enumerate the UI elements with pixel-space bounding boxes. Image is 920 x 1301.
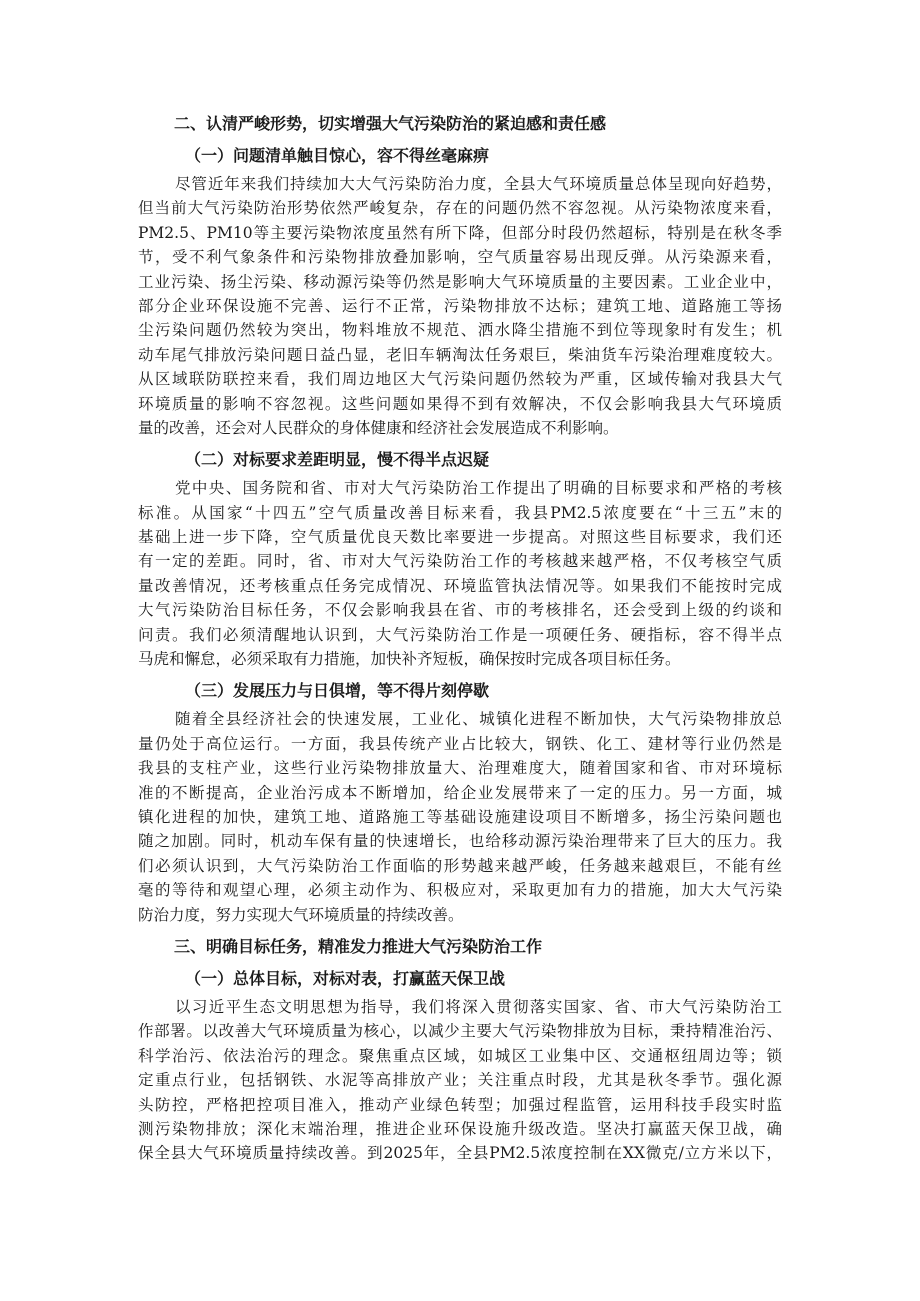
text-line: 动车尾气排放污染问题日益凸显，老旧车辆淘汰任务艰巨，柴油货车污染治理难度较大。	[138, 345, 782, 364]
subsection-heading-2-1: （一）问题清单触目惊心，容不得丝毫麻痹	[185, 146, 490, 165]
section-heading-2: 二、认清严峻形势，切实增强大气污染防治的紧迫感和责任感	[174, 114, 607, 133]
text-line: 但当前大气污染防治形势依然严峻复杂，存在的问题仍然不容忽视。从污染物浓度来看，	[138, 199, 782, 218]
paragraph-problems	[138, 172, 782, 440]
text-line: 有一定的差距。同时，省、市对大气污染防治工作的考核越来越严格，不仅考核空气质	[138, 552, 782, 571]
paragraph-targets	[138, 476, 782, 671]
text-line: 从区域联防联控来看，我们周边地区大气污染问题仍然较为严重，区域传输对我县大气	[138, 370, 782, 389]
text-line: 防治力度，努力实现大气环境质量的持续改善。	[138, 905, 464, 924]
subsection-heading-2-2: （二）对标要求差距明显，慢不得半点迟疑	[185, 450, 490, 470]
text-line: 镇化进程的加快，建筑工地、道路施工等基础设施建设项目不断增多，扬尘污染问题也	[138, 807, 782, 826]
text-line: 以习近平生态文明思想为指导，我们将深入贯彻落实国家、省、市大气污染防治工	[175, 997, 782, 1016]
text-line: 科学治污、依法治污的理念。聚焦重点区域，如城区工业集中区、交通枢纽周边等；锁	[138, 1046, 782, 1065]
text-line: 测污染物排放；深化末端治理，推进企业环保设施升级改造。坚决打赢蓝天保卫战，确	[138, 1119, 782, 1138]
text-line: 节，受不利气象条件和污染物排放叠加影响，空气质量容易出现反弹。从污染源来看，	[138, 248, 782, 267]
text-line: 定重点行业，包括钢铁、水泥等高排放产业；关注重点时段，尤其是秋冬季节。强化源	[138, 1071, 782, 1090]
paragraph-overall-goal	[138, 995, 782, 1166]
text-line: 随之加剧。同时，机动车保有量的快速增长，也给移动源污染治理带来了巨大的压力。我	[138, 832, 782, 851]
text-line: 作部署。以改善大气环境质量为核心，以减少主要大气污染物排放为目标，秉持精准治污、	[138, 1022, 782, 1041]
text-line: 准的不断提高，企业治污成本不断增加，给企业发展带来了一定的压力。另一方面，城	[138, 783, 782, 802]
text-line: 党中央、国务院和省、市对大气污染防治工作提出了明确的目标要求和严格的考核	[175, 479, 782, 498]
document-page	[138, 108, 782, 1170]
text-line: PM2.5、PM10等主要污染物浓度虽然有所下降，但部分时段仍然超标，特别是在秋冬季	[138, 223, 782, 242]
text-line: 量改善情况，还考核重点任务完成情况、环境监管执法情况等。如果我们不能按时完成	[138, 576, 782, 595]
text-line: 标准。从国家“十四五”空气质量改善目标来看，我县PM2.5浓度要在“十三五”末的	[138, 503, 782, 522]
subsection-heading-3-1: （一）总体目标，对标对表，打赢蓝天保卫战	[185, 968, 506, 988]
text-line: 保全县大气环境质量持续改善。到2025年，全县PM2.5浓度控制在XX微克/立方米以下，	[138, 1144, 782, 1163]
text-line: 头防控，严格把控项目准入，推动产业绿色转型；加强过程监管，运用科技手段实时监	[138, 1095, 782, 1114]
text-line: 马虎和懈怠，必须采取有力措施，加快补齐短板，确保按时完成各项目标任务。	[138, 650, 681, 669]
text-line: 环境质量的影响不容忽视。这些问题如果得不到有效解决，不仅会影响我县大气环境质	[138, 394, 782, 413]
text-line: 问责。我们必须清醒地认识到，大气污染防治工作是一项硬任务、硬指标，容不得半点	[138, 625, 782, 644]
text-line: 尘污染问题仍然较为突出，物料堆放不规范、洒水降尘措施不到位等现象时有发生；机	[138, 321, 782, 340]
subsection-heading-2-3: （三）发展压力与日俱增，等不得片刻停歇	[185, 681, 490, 701]
paragraph-pressure	[138, 707, 782, 927]
text-line: 毫的等待和观望心理，必须主动作为、积极应对，采取更加有力的措施，加大大气污染	[138, 881, 782, 900]
text-line: 量的改善，还会对人民群众的身体健康和经济社会发展造成不利影响。	[138, 418, 619, 437]
text-line: 部分企业环保设施不完善、运行不正常，污染物排放不达标；建筑工地、道路施工等扬	[138, 296, 782, 315]
text-line: 大气污染防治目标任务，不仅会影响我县在省、市的考核排名，还会受到上级的约谈和	[138, 601, 782, 620]
text-line: 随着全县经济社会的快速发展，工业化、城镇化进程不断加快，大气污染物排放总	[175, 710, 782, 729]
text-line: 尽管近年来我们持续加大大气污染防治力度，全县大气环境质量总体呈现向好趋势，	[175, 175, 782, 193]
text-line: 量仍处于高位运行。一方面，我县传统产业占比较大，钢铁、化工、建材等行业仍然是	[138, 734, 782, 753]
text-line: 基础上进一步下降，空气质量优良天数比率要进一步提高。对照这些目标要求，我们还	[138, 528, 782, 547]
section-heading-3: 三、明确目标任务，精准发力推进大气污染防治工作	[174, 936, 543, 956]
text-line: 我县的支柱产业，这些行业污染物排放量大、治理难度大，随着国家和省、市对环境标	[138, 759, 782, 778]
text-line: 工业污染、扬尘污染、移动源污染等仍然是影响大气环境质量的主要因素。工业企业中，	[138, 272, 782, 291]
text-line: 们必须认识到，大气污染防治工作面临的形势越来越严峻，任务越来越艰巨，不能有丝	[138, 856, 782, 875]
